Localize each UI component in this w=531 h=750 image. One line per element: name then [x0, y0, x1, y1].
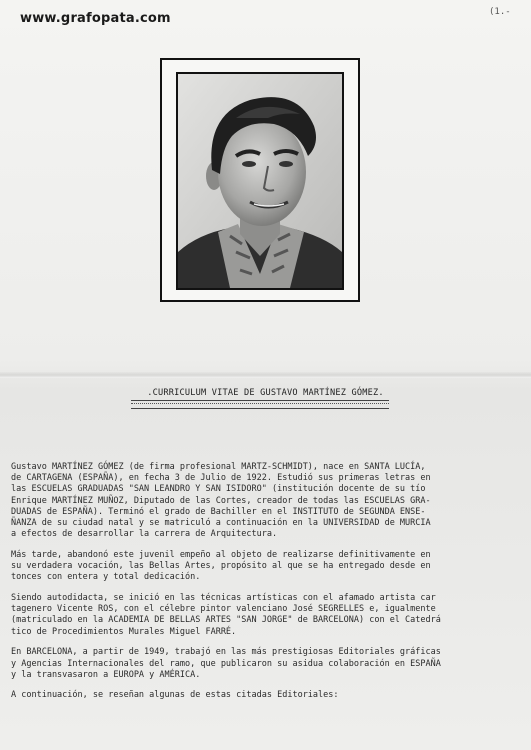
text-line: tagenero Vicente ROS, con el célebre pintor valenciano José SEGRELLES e, igualmente	[11, 604, 436, 615]
title-underline	[131, 400, 389, 409]
paragraph-biography	[11, 462, 523, 540]
text-line: Gustavo MARTÍNEZ GÓMEZ (de firma profesional MARTZ-SCHMIDT), nace en SANTA LUCÍA,	[11, 462, 426, 472]
portrait-photo	[176, 72, 344, 290]
document-body	[11, 462, 523, 711]
paragraph-editorials-intro	[11, 690, 523, 701]
paper-fold	[0, 372, 531, 378]
text-line: En BARCELONA, a partir de 1949, trabajó en las más prestigiosas Editoriales gráficas	[11, 647, 441, 658]
text-line: Enrique MARTÍNEZ MUÑOZ, Diputado de las Cortes, creador de todas las ESCUELAS GRA-	[11, 495, 431, 506]
text-line: Más tarde, abandonó este juvenil empeño al objeto de realizarse definitivamente en	[11, 549, 431, 560]
text-line: A continuación, se reseñan algunas de estas citadas Editoriales:	[11, 690, 339, 701]
text-line: DUADAS de ESPAÑA). Terminó el grado de Bachiller en el INSTITUTO de SEGUNDA ENSE-	[11, 506, 426, 517]
text-line: a efectos de desarrollar la carrera de Arquitectura.	[11, 529, 278, 540]
document-title: .CURRICULUM VITAE DE GUSTAVO MARTÍNEZ GÓMEZ.	[147, 388, 384, 398]
text-line: Siendo autodidacta, se inició en las técnicas artísticas con el afamado artista car	[11, 593, 436, 604]
text-line: y la transvasaron a EUROPA y AMÉRICA.	[11, 669, 201, 680]
paragraph-career	[11, 647, 523, 681]
text-line: las ESCUELAS GRADUADAS "SAN LEANDRO Y SAN ISIDORO" (institución docente de su tío	[11, 484, 426, 495]
text-line: y Agencias Internacionales del ramo, que publicaron su asidua colaboración en ESPAÑA	[11, 658, 441, 669]
paragraph-training	[11, 593, 523, 638]
text-line: tonces con entera y total dedicación.	[11, 572, 201, 583]
portrait-image	[178, 74, 342, 288]
watermark: www.grafopata.com	[20, 11, 171, 26]
text-line: (matriculado en la ACADEMIA DE BELLAS ARTES "SAN JORGE" de BARCELONA) con el Catedrá	[11, 615, 441, 626]
text-line: tico de Procedimientos Murales Miguel FARRÉ.	[11, 626, 237, 637]
paragraph-vocation	[11, 550, 523, 584]
portrait-frame	[160, 58, 360, 302]
text-line: de CARTAGENA (ESPAÑA), en fecha 3 de Julio de 1922. Estudió sus primeras letras en	[11, 473, 431, 484]
page-number: (1.-	[489, 7, 511, 17]
text-line: su verdadera vocación, las Bellas Artes, propósito al que se ha entregado desde en	[11, 561, 431, 572]
text-line: ÑANZA de su ciudad natal y se matriculó a continuación en la UNIVERSIDAD de MURCIA	[11, 518, 431, 529]
